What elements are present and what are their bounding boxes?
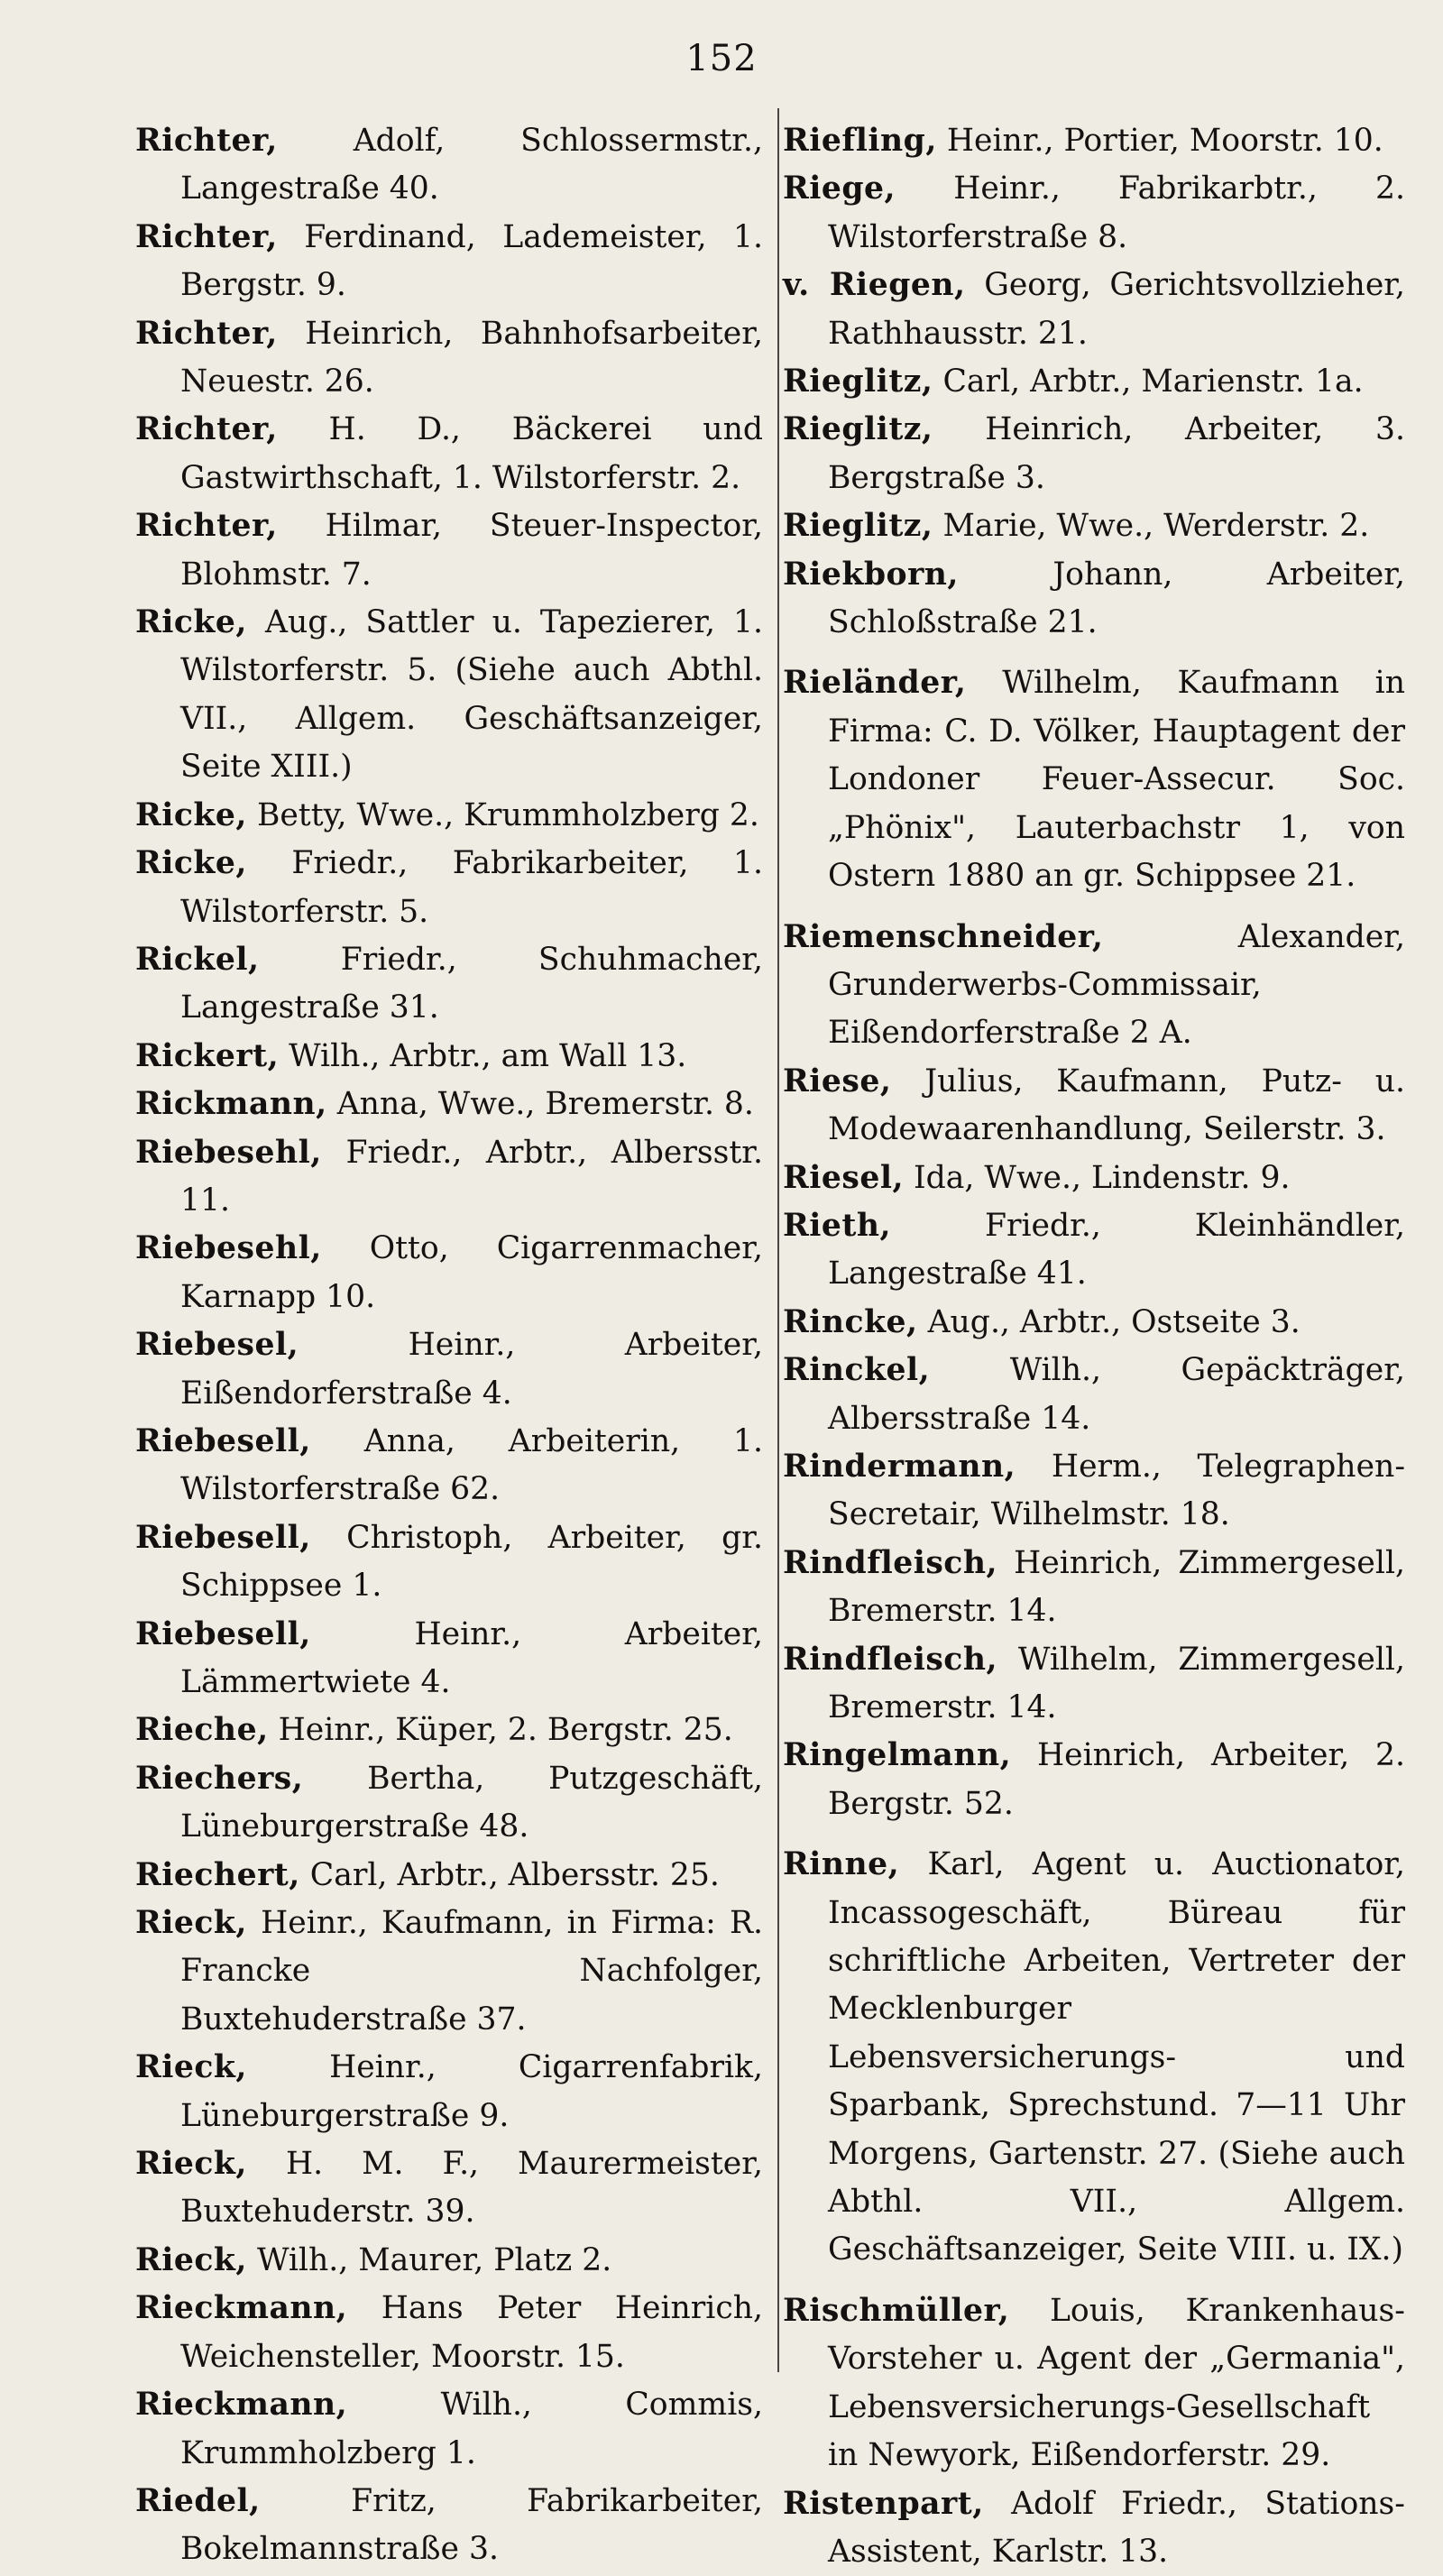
entry-name: Rieck, — [135, 2146, 247, 2182]
directory-entry — [135, 1418, 763, 1514]
entry-detail: Christoph, Arbeiter, gr. Schippsee 1. — [180, 1520, 763, 1604]
entry-detail: Otto, Cigarrenmacher, Karnapp 10. — [180, 1230, 763, 1314]
directory-entry — [135, 2381, 763, 2478]
directory-entry — [135, 1707, 763, 1754]
entry-detail: Julius, Kaufmann, Putz- u. Modewaarenhandlung, Seilerstr. 3. — [828, 1063, 1405, 1147]
directory-entry — [135, 1611, 763, 1707]
directory-entry — [135, 2044, 763, 2140]
entry-name: Rindfleisch, — [783, 1545, 997, 1581]
directory-entry — [783, 117, 1405, 165]
entry-name: Rickel, — [135, 942, 260, 978]
entry-detail: Wilh., Commis, Krummholzberg 1. — [180, 2387, 763, 2470]
entry-name: Rieländer, — [783, 665, 966, 701]
entry-detail: Carl, Arbtr., Marienstr. 1a. — [942, 363, 1363, 400]
entry-name: Rieckmann, — [135, 2387, 347, 2423]
directory-entry — [135, 599, 763, 792]
page-number: 152 — [0, 38, 1443, 79]
entry-name: Rindermann, — [783, 1449, 1016, 1485]
entry-name: Rindfleisch, — [783, 1642, 997, 1678]
left-column — [135, 117, 763, 2574]
entry-name: Rieglitz, — [783, 363, 933, 400]
entry-name: Ristenpart, — [783, 2486, 984, 2522]
entry-name: Riebesell, — [135, 1520, 311, 1556]
entry-detail: Heinr., Arbeiter, Lämmertwiete 4. — [180, 1616, 763, 1700]
entry-detail: H. D., Bäckerei und Gastwirthschaft, 1. Wilstorferstr. 2. — [180, 411, 763, 495]
entry-detail: Heinr., Küper, 2. Bergstr. 25. — [279, 1712, 733, 1748]
entry-detail: Ida, Wwe., Lindenstr. 9. — [914, 1160, 1290, 1196]
entry-detail: Heinrich, Bahnhofsarbeiter, Neuestr. 26. — [180, 316, 763, 400]
entry-name: Rickmann, — [135, 1086, 327, 1122]
directory-entry — [783, 1540, 1405, 1636]
directory-entry — [135, 936, 763, 1033]
directory-entry — [135, 2285, 763, 2381]
entry-detail: Hilmar, Steuer-Inspector, Blohmstr. 7. — [180, 508, 763, 592]
entry-name: Ricke, — [135, 845, 247, 881]
entry-name: Riechers, — [135, 1761, 303, 1797]
entry-detail: Adolf Friedr., Stations-Assistent, Karlstr. 13. — [828, 2486, 1405, 2570]
entry-name: Rincke, — [783, 1304, 918, 1340]
entry-detail: Karl, Agent u. Auctionator, Incassogeschäft, Büreau für schriftliche Arbeiten, Vertreter der Mecklenburger Lebensversicherungs- und Sparbank, Sprechstund. 7—11 Uhr Morgens, Gartenstr. 27. (Siehe auch Abthl. VII., Allgem. Geschäftsanzeiger, Seite VIII. u. IX.) — [828, 1846, 1405, 2268]
directory-entry — [783, 551, 1405, 648]
column-divider — [777, 108, 779, 2372]
directory-entry — [783, 165, 1405, 262]
entry-name: Ricke, — [135, 797, 247, 833]
entry-detail: Ferdinand, Lademeister, 1. Bergstr. 9. — [180, 219, 763, 303]
entry-name: Riebesel, — [135, 1327, 299, 1363]
entry-detail: Alexander, Grunderwerbs-Commissair, Eißendorferstraße 2 A. — [828, 919, 1405, 1052]
entry-detail: Friedr., Fabrikarbeiter, 1. Wilstorferstr. 5. — [180, 845, 763, 929]
directory-entry — [135, 1129, 763, 1226]
directory-entry — [135, 2140, 763, 2237]
entry-name: Richter, — [135, 219, 278, 255]
entry-detail: Herm., Telegraphen-Secretair, Wilhelmstr. 18. — [828, 1449, 1405, 1532]
entry-name: Riefling, — [783, 123, 937, 159]
entry-name: Riebesehl, — [135, 1135, 322, 1171]
directory-entry — [783, 502, 1405, 550]
directory-entry — [135, 1033, 763, 1081]
entry-detail: Heinrich, Arbeiter, 2. Bergstr. 52. — [828, 1737, 1405, 1821]
directory-entry — [135, 840, 763, 936]
entry-detail: Marie, Wwe., Werderstr. 2. — [942, 508, 1369, 544]
entry-detail: H. M. F., Maurermeister, Buxtehuderstr. 39. — [180, 2146, 763, 2230]
directory-entry — [135, 502, 763, 599]
entry-name: Rinckel, — [783, 1352, 930, 1388]
entry-name: Rieck, — [135, 2242, 247, 2278]
directory-entry — [135, 1900, 763, 2044]
directory-entry — [783, 1636, 1405, 1733]
entry-name: Ricke, — [135, 604, 247, 640]
entry-detail: Friedr., Schuhmacher, Langestraße 31. — [180, 942, 763, 1026]
entry-detail: Louis, Krankenhaus-Vorsteher u. Agent der „Germania", Lebensversicherungs-Gesellschaft in Newyork, Eißendorferstr. 29. — [828, 2293, 1405, 2473]
entry-detail: Hans Peter Heinrich, Weichensteller, Moorstr. 15. — [180, 2290, 763, 2374]
directory-entry — [783, 1202, 1405, 1299]
directory-entry — [783, 1732, 1405, 1828]
entry-detail: Heinr., Arbeiter, Eißendorferstraße 4. — [180, 1327, 763, 1411]
directory-entry — [135, 2478, 763, 2574]
entry-name: Rieck, — [135, 2049, 247, 2085]
entry-detail: Carl, Arbtr., Albersstr. 25. — [310, 1857, 720, 1893]
entry-name: Rickert, — [135, 1038, 279, 1074]
directory-entry — [783, 2480, 1405, 2576]
entry-name: Riechert, — [135, 1857, 300, 1893]
directory-entry — [783, 358, 1405, 406]
entry-detail: Heinr., Portier, Moorstr. 10. — [947, 123, 1383, 159]
directory-entry — [135, 2237, 763, 2285]
entry-detail: Heinr., Fabrikarbtr., 2. Wilstorferstraße 8. — [828, 170, 1405, 254]
directory-entry — [135, 792, 763, 840]
entry-name: Richter, — [135, 411, 278, 447]
directory-entry — [783, 914, 1405, 1058]
directory-entry — [135, 1852, 763, 1900]
entry-name: Riebesell, — [135, 1423, 311, 1459]
entry-name: Riemenschneider, — [783, 919, 1103, 955]
directory-entry — [783, 1347, 1405, 1443]
entry-name: Rieglitz, — [783, 411, 933, 447]
entry-name: Ringelmann, — [783, 1737, 1011, 1773]
entry-detail: Bertha, Putzgeschäft, Lüneburgerstraße 48. — [180, 1761, 763, 1845]
entry-name: Riekborn, — [783, 557, 959, 593]
right-column — [783, 117, 1405, 2576]
directory-entry — [135, 1755, 763, 1852]
entry-name: Rieck, — [135, 1905, 247, 1941]
entry-name: Riebesell, — [135, 1616, 311, 1652]
entry-name: Riege, — [783, 170, 896, 207]
directory-entry — [783, 1299, 1405, 1347]
directory-entry — [135, 1225, 763, 1321]
entry-name: Richter, — [135, 316, 278, 352]
directory-entry — [783, 1443, 1405, 1540]
directory-entry — [783, 2287, 1405, 2480]
entry-detail: Heinr., Kaufmann, in Firma: R. Francke Nachfolger, Buxtehuderstraße 37. — [180, 1905, 763, 2038]
entry-name: Riedel, — [135, 2483, 261, 2519]
entry-detail: Wilh., Gepäckträger, Albersstraße 14. — [828, 1352, 1405, 1436]
entry-detail: Johann, Arbeiter, Schloßstraße 21. — [828, 557, 1405, 640]
entry-name: Riesel, — [783, 1160, 904, 1196]
entry-detail: Betty, Wwe., Krummholzberg 2. — [257, 797, 759, 833]
entry-name: Richter, — [135, 123, 278, 159]
entry-name: Rieglitz, — [783, 508, 933, 544]
directory-entry — [135, 117, 763, 214]
entry-name: Riebesehl, — [135, 1230, 322, 1266]
entry-name: Riese, — [783, 1063, 891, 1099]
entry-name: v. Riegen, — [783, 267, 966, 303]
entry-name: Rieckmann, — [135, 2290, 347, 2326]
entry-name: Rieth, — [783, 1208, 891, 1244]
directory-entry — [783, 1058, 1405, 1155]
directory-entry — [135, 214, 763, 310]
entry-detail: Aug., Sattler u. Tapezierer, 1. Wilstorferstr. 5. (Siehe auch Abthl. VII., Allgem. Geschäftsanzeiger, Seite XIII.) — [180, 604, 763, 785]
entry-detail: Heinrich, Zimmergesell, Bremerstr. 14. — [828, 1545, 1405, 1629]
entry-name: Rieche, — [135, 1712, 269, 1748]
entry-detail: Heinrich, Arbeiter, 3. Bergstraße 3. — [828, 411, 1405, 495]
directory-entry — [783, 1841, 1405, 2275]
entry-detail: Wilh., Arbtr., am Wall 13. — [289, 1038, 686, 1074]
entry-detail: Adolf, Schlossermstr., Langestraße 40. — [180, 123, 763, 207]
directory-entry — [783, 1155, 1405, 1202]
entry-detail: Georg, Gerichtsvollzieher, Rathhausstr. 21. — [828, 267, 1405, 351]
entry-detail: Wilhelm, Zimmergesell, Bremerstr. 14. — [828, 1642, 1405, 1725]
entry-detail: Heinr., Cigarrenfabrik, Lüneburgerstraße 9. — [180, 2049, 763, 2133]
directory-entry — [135, 310, 763, 407]
entry-name: Rinne, — [783, 1846, 899, 1882]
entry-name: Richter, — [135, 508, 278, 544]
entry-detail: Wilhelm, Kaufmann in Firma: C. D. Völker, Hauptagent der Londoner Feuer-Assecur. Soc. „Phönix", Lauterbachstr 1, von Ostern 1880 an gr. Schippsee 21. — [828, 665, 1405, 894]
directory-entry — [783, 659, 1405, 900]
directory-entry — [135, 1081, 763, 1128]
entry-detail: Anna, Wwe., Bremerstr. 8. — [337, 1086, 754, 1122]
entry-detail: Wilh., Maurer, Platz 2. — [257, 2242, 611, 2278]
entry-detail: Anna, Arbeiterin, 1. Wilstorferstraße 62. — [180, 1423, 763, 1507]
directory-entry — [135, 1321, 763, 1418]
directory-entry — [783, 262, 1405, 358]
directory-entry — [135, 406, 763, 502]
directory-entry — [135, 1514, 763, 1611]
entry-name: Rischmüller, — [783, 2293, 1009, 2329]
entry-detail: Friedr., Kleinhändler, Langestraße 41. — [828, 1208, 1405, 1292]
entry-detail: Aug., Arbtr., Ostseite 3. — [928, 1304, 1301, 1340]
directory-entry — [783, 406, 1405, 502]
entry-detail: Friedr., Arbtr., Albersstr. 11. — [180, 1135, 763, 1219]
entry-detail: Fritz, Fabrikarbeiter, Bokelmannstraße 3. — [180, 2483, 763, 2567]
